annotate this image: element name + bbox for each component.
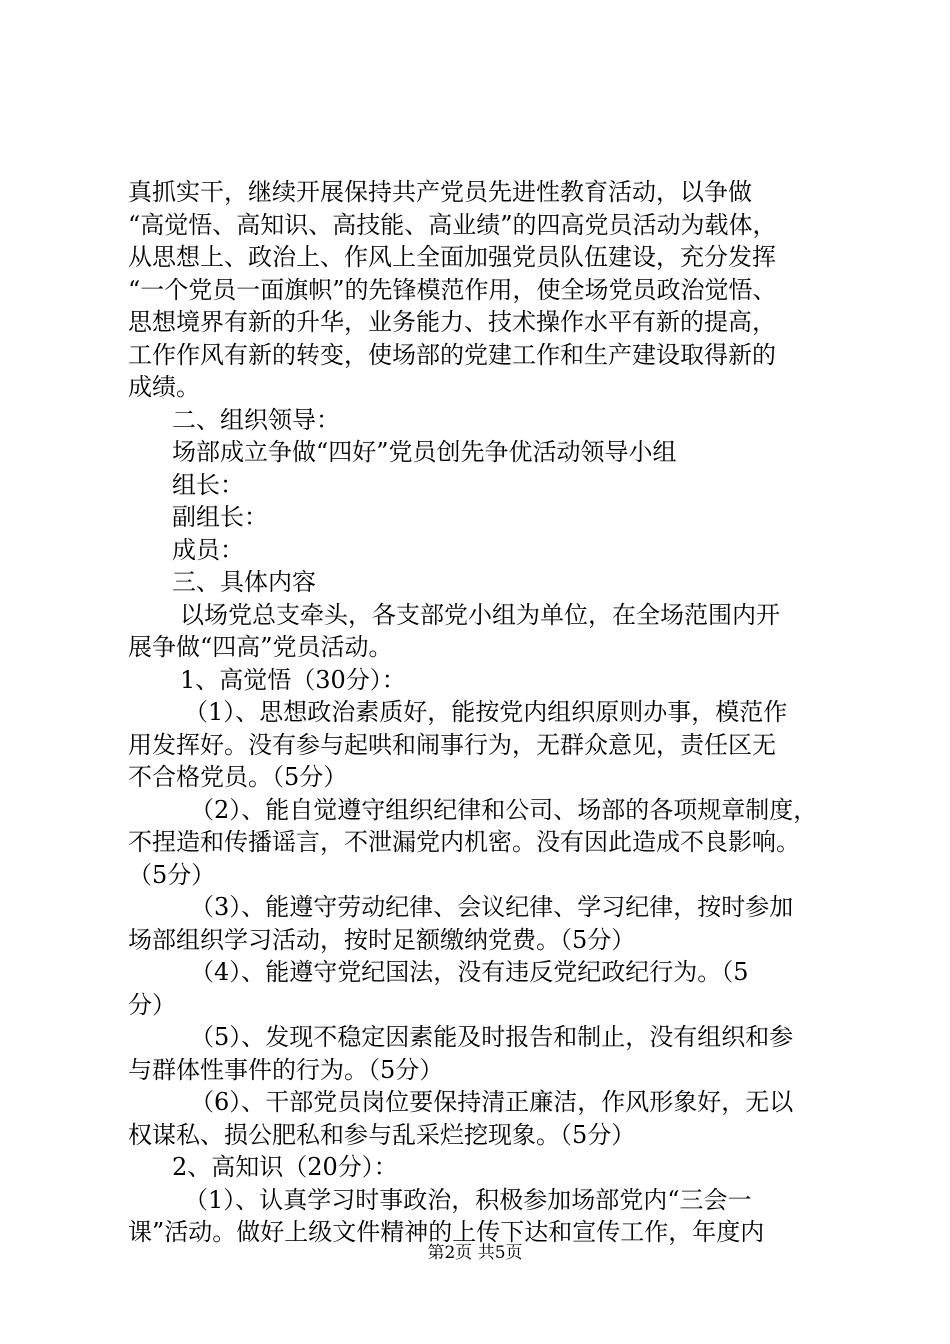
text-line: 组长： bbox=[172, 470, 244, 499]
text-line: 成绩。 bbox=[128, 373, 200, 401]
text-line: 与群体性事件的行为。（5分） bbox=[128, 1055, 444, 1084]
text-line: （3）、能遵守劳动纪律、会议纪律、学习纪律，按时参加 bbox=[190, 893, 794, 921]
text-line: 权谋私、损公肥私和参与乱采烂挖现象。（5分） bbox=[128, 1120, 636, 1149]
text-line: 不合格党员。（5分） bbox=[128, 763, 348, 791]
text-line: 用发挥好。没有参与起哄和闹事行为，无群众意见，责任区无 bbox=[128, 730, 776, 759]
document-body bbox=[128, 176, 830, 1249]
text-line: （5）、发现不稳定因素能及时报告和制止，没有组织和参 bbox=[190, 1023, 794, 1051]
text-line: 真抓实干，继续开展保持共产党员先进性教育活动，以争做 bbox=[128, 178, 752, 206]
section-heading: 二、组织领导： bbox=[172, 405, 340, 434]
text-line: 从思想上、政治上、作风上全面加强党员队伍建设，充分发挥 bbox=[128, 243, 776, 271]
text-line: 副组长： bbox=[172, 503, 268, 531]
text-line: 不捏造和传播谣言，不泄漏党内机密。没有因此造成不良影响。 bbox=[128, 828, 800, 856]
text-line: 场部成立争做“四好”党员创先争优活动领导小组 bbox=[172, 438, 677, 466]
section-heading: 三、具体内容 bbox=[172, 568, 316, 596]
text-line: （6）、干部党员岗位要保持清正廉洁，作风形象好，无以 bbox=[190, 1088, 794, 1116]
text-line: （2）、能自觉遵守组织纪律和公司、场部的各项规章制度， bbox=[190, 795, 818, 824]
page-footer bbox=[0, 1242, 950, 1264]
text-line: 展争做“四高”党员活动。 bbox=[128, 633, 393, 661]
text-line: 分） bbox=[128, 990, 176, 1019]
text-line: 场部组织学习活动，按时足额缴纳党费。（5分） bbox=[128, 925, 636, 954]
subsection-heading: 2、高知识（20分）： bbox=[172, 1153, 398, 1181]
text-line: 思想境界有新的升华，业务能力、技术操作水平有新的提高， bbox=[128, 308, 776, 336]
text-line: 工作作风有新的转变，使场部的党建工作和生产建设取得新的 bbox=[128, 340, 776, 369]
text-line: 课”活动。做好上级文件精神的上传下达和宣传工作，年度内 bbox=[128, 1218, 765, 1246]
text-line: 成员： bbox=[172, 535, 244, 564]
subsection-heading: 1、高觉悟（30分）： bbox=[180, 665, 406, 694]
text-line: 以场党总支牵头，各支部党小组为单位，在全场范围内开 bbox=[180, 600, 780, 629]
text-line: “一个党员一面旗帜”的先锋模范作用，使全场党员政治觉悟、 bbox=[128, 275, 777, 304]
text-line: （1）、认真学习时事政治，积极参加场部党内“三会一 bbox=[184, 1185, 752, 1214]
page-number: 第2页 共5页 bbox=[427, 1243, 523, 1263]
text-line: （5分） bbox=[128, 860, 216, 889]
text-line: “高觉悟、高知识、高技能、高业绩”的四高党员活动为载体， bbox=[128, 210, 777, 239]
text-line: （1）、思想政治素质好，能按党内组织原则办事，模范作 bbox=[184, 698, 788, 726]
text-line: （4）、能遵守党纪国法，没有违反党纪政纪行为。（5 bbox=[190, 958, 749, 986]
